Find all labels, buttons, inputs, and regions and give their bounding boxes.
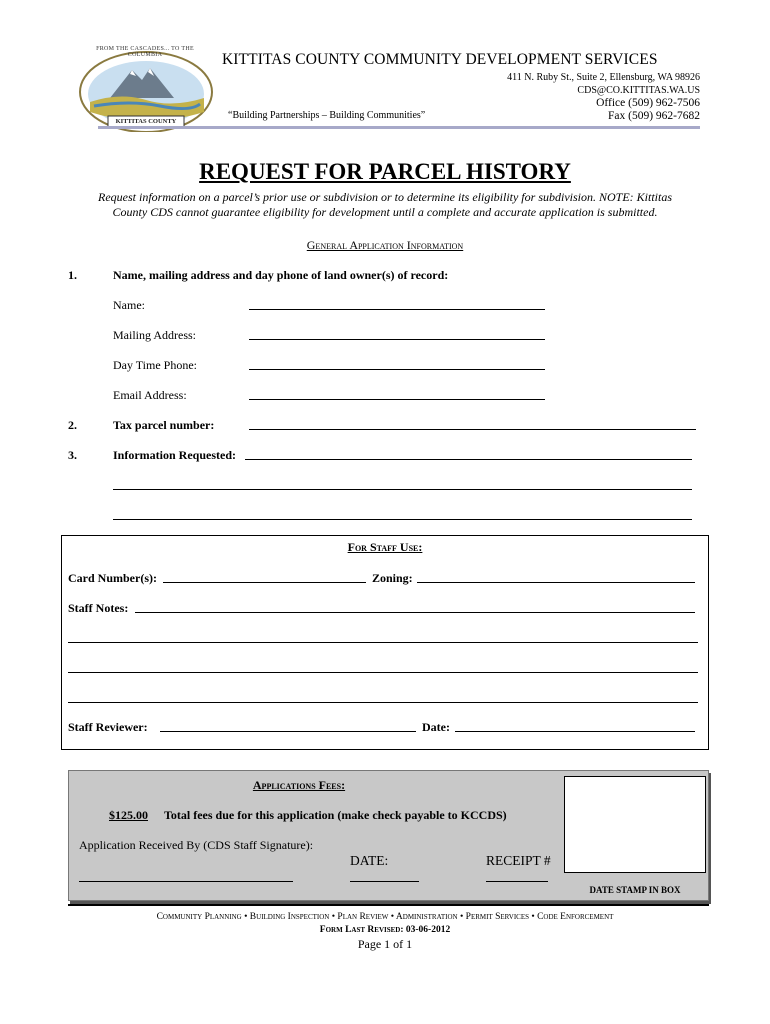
- info-requested-line-2[interactable]: [113, 489, 692, 490]
- date-stamp-box[interactable]: [564, 776, 706, 873]
- q1-text: Name, mailing address and day phone of land owner(s) of record:: [113, 268, 449, 282]
- logo-arc-text: FROM THE CASCADES... TO THE COLUMBIA: [96, 46, 194, 58]
- footer-revised: Form Last Revised: 03-06-2012: [319, 925, 451, 935]
- org-email[interactable]: CDS@CO.KITTITAS.WA.US: [577, 85, 700, 96]
- staff-notes-line-3[interactable]: [68, 672, 698, 673]
- mailing-address-field[interactable]: [249, 339, 545, 340]
- header-rule: [98, 126, 700, 129]
- info-requested-field[interactable]: [245, 459, 692, 460]
- name-label: Name:: [113, 298, 145, 312]
- fees-heading: Applications Fees:: [252, 778, 346, 792]
- staff-use-heading: For Staff Use:: [347, 540, 423, 554]
- mailing-address-label: Mailing Address:: [113, 328, 196, 342]
- zoning-label: Zoning:: [372, 571, 413, 585]
- county-logo: [70, 40, 220, 132]
- fees-box: [68, 770, 709, 901]
- staff-date-label: Date:: [422, 720, 450, 734]
- staff-notes-line-2[interactable]: [68, 642, 698, 643]
- org-fax: Fax (509) 962-7682: [608, 110, 700, 122]
- logo-banner-text: KITTITAS COUNTY: [115, 118, 177, 125]
- intro-line-2: County CDS cannot guarantee eligibility for development until a complete and accurate application is submitted.: [112, 205, 658, 219]
- fees-date-label: DATE:: [350, 853, 389, 868]
- card-number-label: Card Number(s):: [68, 571, 157, 585]
- page-title: REQUEST FOR PARCEL HISTORY: [199, 159, 571, 184]
- received-by-label: Application Received By (CDS Staff Signature):: [79, 838, 314, 852]
- receipt-number-field[interactable]: [486, 881, 548, 882]
- info-requested-line-3[interactable]: [113, 519, 692, 520]
- email-field[interactable]: [249, 399, 545, 400]
- zoning-field[interactable]: [417, 582, 695, 583]
- tax-parcel-field[interactable]: [249, 429, 696, 430]
- date-stamp-label: DATE STAMP IN BOX: [589, 885, 681, 895]
- email-label: Email Address:: [113, 388, 187, 402]
- staff-notes-line-4[interactable]: [68, 702, 698, 703]
- staff-reviewer-field[interactable]: [160, 731, 416, 732]
- name-field[interactable]: [249, 309, 545, 310]
- fees-date-field[interactable]: [350, 881, 419, 882]
- q1-number: 1.: [68, 268, 77, 282]
- staff-date-field[interactable]: [455, 731, 695, 732]
- section-heading-general: General Application Information: [306, 238, 464, 252]
- org-office-phone: Office (509) 962-7506: [596, 97, 700, 109]
- fee-description: Total fees due for this application (make check payable to KCCDS): [164, 808, 507, 822]
- footer-rule: [68, 904, 709, 906]
- receipt-label: RECEIPT #: [486, 853, 551, 868]
- org-address: 411 N. Ruby St., Suite 2, Ellensburg, WA 98926: [507, 72, 700, 83]
- staff-use-box: [61, 535, 709, 750]
- received-by-signature-field[interactable]: [79, 881, 293, 882]
- q2-text: Tax parcel number:: [113, 418, 215, 432]
- q2-number: 2.: [68, 418, 77, 432]
- q3-number: 3.: [68, 448, 77, 462]
- page-number: Page 1 of 1: [357, 937, 413, 951]
- q3-text: Information Requested:: [113, 448, 236, 462]
- footer-services: Community Planning • Building Inspection • Plan Review • Administration • Permit Services • Code Enforcement: [156, 912, 614, 922]
- tagline: “Building Partnerships – Building Communities”: [228, 110, 426, 121]
- day-phone-field[interactable]: [249, 369, 545, 370]
- card-number-field[interactable]: [163, 582, 366, 583]
- intro-line-1: Request information on a parcel’s prior use or subdivision or to determine its eligibility for subdivision. NOTE: Kittitas: [98, 190, 672, 204]
- day-phone-label: Day Time Phone:: [113, 358, 198, 372]
- staff-reviewer-label: Staff Reviewer:: [68, 720, 148, 734]
- staff-notes-field[interactable]: [135, 612, 695, 613]
- staff-notes-label: Staff Notes:: [68, 601, 129, 615]
- org-name: KITTITAS COUNTY COMMUNITY DEVELOPMENT SERVICES: [222, 51, 658, 68]
- fee-amount: $125.00: [109, 808, 148, 822]
